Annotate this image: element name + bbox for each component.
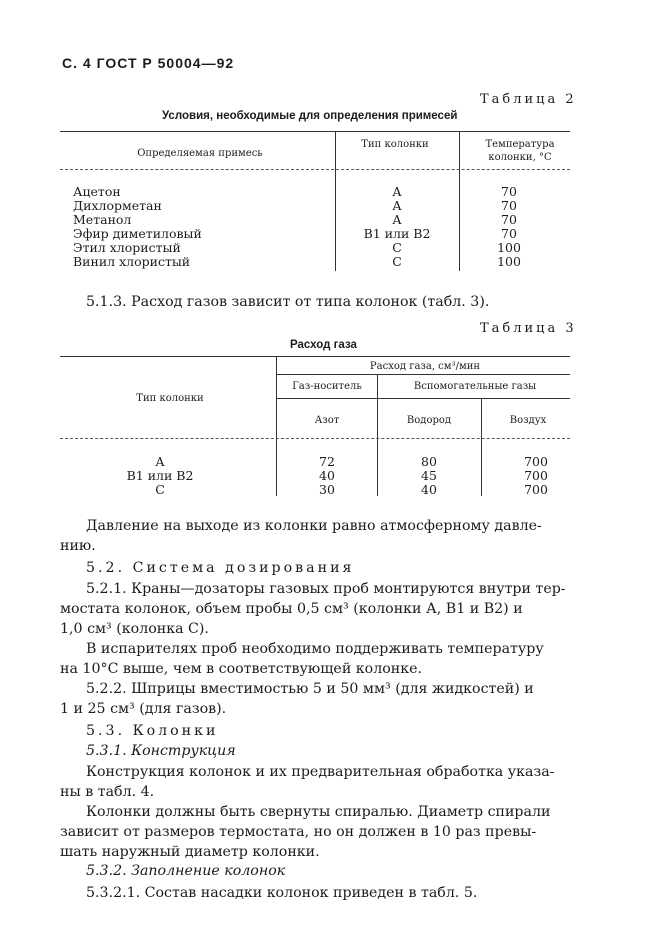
table3-top-rule	[60, 356, 570, 357]
page-header: С. 4 ГОСТ Р 50004—92	[62, 55, 235, 71]
table3-col-divider	[481, 398, 482, 496]
section-heading-5-2: 5.2. Система дозирования	[86, 560, 355, 576]
table3-subheader-rule	[276, 374, 570, 375]
table-cell: 100	[497, 254, 521, 269]
table-cell: А	[155, 454, 165, 469]
table-cell: 70	[501, 212, 517, 227]
table-cell: В1 или В2	[126, 468, 194, 483]
table3-header-carrier: Газ-носитель	[292, 381, 362, 392]
table3-col-divider	[377, 374, 378, 496]
table-cell: 700	[524, 454, 548, 469]
paragraph-5-1-3: 5.1.3. Расход газов зависит от типа колонок (табл. 3).	[86, 294, 490, 310]
table2-col-divider	[335, 131, 336, 271]
paragraph-line: нию.	[60, 538, 96, 554]
paragraph-line: 1,0 см³ (колонка С).	[60, 621, 209, 637]
table-cell: В1 или В2	[363, 226, 431, 241]
table2-top-rule	[60, 131, 570, 132]
table3-header-flow: Расход газа, см³/мин	[369, 361, 481, 372]
paragraph-line: Давление на выходе из колонки равно атмосферному давле-	[86, 518, 542, 534]
paragraph-line: зависит от размеров термостата, но он должен в 10 раз превы-	[60, 824, 537, 840]
section-heading-5-3-2: 5.3.2. Заполнение колонок	[86, 863, 286, 879]
paragraph-line: 1 и 25 см³ (для газов).	[60, 701, 227, 717]
table-cell: Ацетон	[73, 184, 121, 199]
table-cell: 70	[501, 198, 517, 213]
paragraph-line: ны в табл. 4.	[60, 784, 155, 800]
table3-header-type: Тип колонки	[136, 393, 204, 404]
table-cell: 70	[501, 184, 517, 199]
table3-title: Расход газа	[290, 339, 357, 351]
table-cell: Винил хлористый	[73, 254, 191, 269]
paragraph-line: 5.2.2. Шприцы вместимостью 5 и 50 мм³ (для жидкостей) и	[86, 681, 534, 697]
table-cell: 700	[524, 468, 548, 483]
table2-header-type: Тип колонки	[361, 139, 429, 150]
table3-subheader-rule	[276, 398, 570, 399]
table2-header-temp: Температура колонки, °С	[485, 139, 555, 163]
table-cell: 40	[421, 482, 437, 497]
paragraph-line: 5.3.2.1. Состав насадки колонок приведен в табл. 5.	[86, 885, 478, 901]
table-cell: С	[392, 240, 402, 255]
paragraph-line: на 10°С выше, чем в соответствующей колонке.	[60, 661, 422, 677]
table-cell: 45	[421, 468, 437, 483]
paragraph-line: В испарителях проб необходимо поддерживать температуру	[86, 641, 544, 657]
table-cell: Эфир диметиловый	[73, 226, 202, 241]
table-cell: А	[392, 184, 402, 199]
table3-header-air: Воздух	[509, 415, 547, 426]
table2-label: Таблица 2	[480, 92, 577, 107]
table-cell: А	[392, 198, 402, 213]
paragraph-line: 5.2.1. Краны—дозаторы газовых проб монтируются внутри тер-	[86, 581, 566, 597]
table-cell: 30	[319, 482, 335, 497]
paragraph-line: шать наружный диаметр колонки.	[60, 844, 320, 860]
table3-header-n2: Азот	[314, 415, 340, 426]
table-cell: Дихлорметан	[73, 198, 162, 213]
table3-header-h2: Водород	[406, 415, 452, 426]
table-cell: Этил хлористый	[73, 240, 181, 255]
table-cell: 100	[497, 240, 521, 255]
section-heading-5-3: 5.3. Колонки	[86, 723, 219, 739]
table-cell: С	[155, 482, 165, 497]
table3-label: Таблица 3	[480, 321, 577, 336]
paragraph-line: Конструкция колонок и их предварительная обработка указа-	[86, 764, 555, 780]
table-cell: С	[392, 254, 402, 269]
table3-header-aux: Вспомогательные газы	[413, 381, 537, 392]
table3-header-rule	[60, 438, 570, 439]
table-cell: 40	[319, 468, 335, 483]
table-cell: 72	[319, 454, 335, 469]
table2-header-impurity: Определяемая примесь	[137, 148, 263, 159]
table2-header-rule	[60, 169, 570, 170]
table-cell: Метанол	[73, 212, 132, 227]
paragraph-line: мостата колонок, объем пробы 0,5 см³ (колонки А, В1 и В2) и	[60, 601, 523, 617]
table3-col-divider	[276, 356, 277, 496]
table-cell: 80	[421, 454, 437, 469]
paragraph-line: Колонки должны быть свернуты спиралью. Диаметр спирали	[86, 804, 551, 820]
table-cell: А	[392, 212, 402, 227]
table2-title: Условия, необходимые для определения примесей	[162, 110, 458, 122]
table-cell: 700	[524, 482, 548, 497]
section-heading-5-3-1: 5.3.1. Конструкция	[86, 743, 236, 759]
table-cell: 70	[501, 226, 517, 241]
